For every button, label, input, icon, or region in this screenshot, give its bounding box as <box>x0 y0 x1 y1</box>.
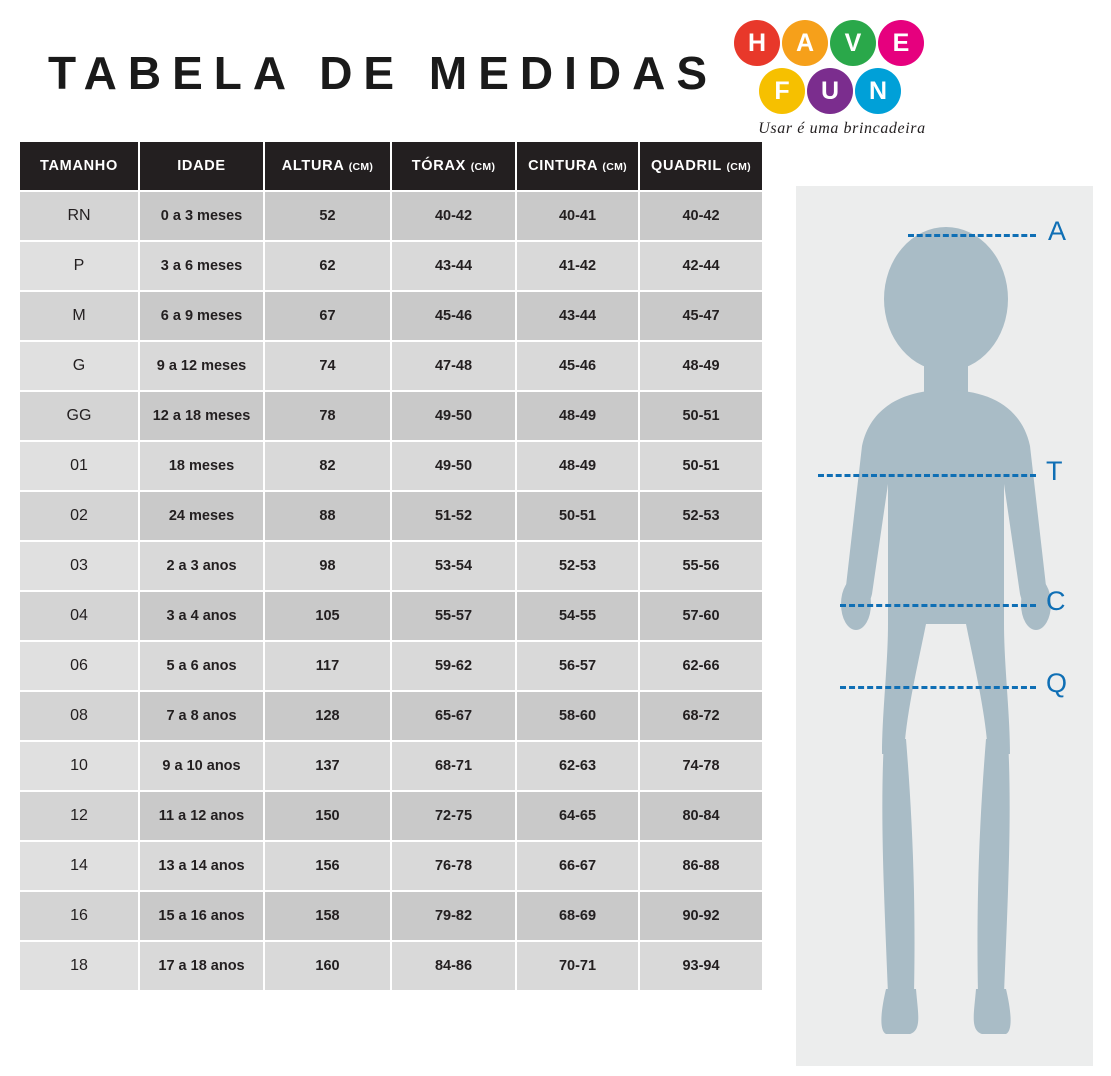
cell-idade: 24 meses <box>140 492 263 540</box>
table-row <box>20 442 762 490</box>
cell-idade: 9 a 10 anos <box>140 742 263 790</box>
table-row <box>20 942 762 990</box>
column-header-torax <box>392 142 515 190</box>
logo-bubble: E <box>878 20 924 66</box>
cell-idade: 3 a 4 anos <box>140 592 263 640</box>
column-header-altura <box>265 142 390 190</box>
cell-tamanho: G <box>20 342 138 390</box>
cell-torax: 43-44 <box>392 242 515 290</box>
column-header-label: IDADE <box>177 158 226 174</box>
cell-cintura: 50-51 <box>517 492 638 540</box>
column-header-cintura <box>517 142 638 190</box>
cell-torax: 84-86 <box>392 942 515 990</box>
size-chart-table <box>18 140 764 992</box>
column-header-label: CINTURA <box>528 158 598 174</box>
cell-quadril: 42-44 <box>640 242 762 290</box>
cell-tamanho: 01 <box>20 442 138 490</box>
column-header-idade <box>140 142 263 190</box>
cell-tamanho: GG <box>20 392 138 440</box>
cell-altura: 52 <box>265 192 390 240</box>
cell-idade: 11 a 12 anos <box>140 792 263 840</box>
cell-cintura: 66-67 <box>517 842 638 890</box>
page-header <box>0 0 1111 140</box>
cell-cintura: 70-71 <box>517 942 638 990</box>
logo-bubble: A <box>782 20 828 66</box>
cell-quadril: 93-94 <box>640 942 762 990</box>
measure-line-altura <box>908 234 1036 237</box>
logo-bubble: V <box>830 20 876 66</box>
child-body-silhouette-icon <box>806 194 1086 1064</box>
cell-altura: 105 <box>265 592 390 640</box>
cell-torax: 59-62 <box>392 642 515 690</box>
cell-altura: 88 <box>265 492 390 540</box>
logo-bubble: U <box>807 68 853 114</box>
brand-logo <box>724 16 954 136</box>
column-header-label: TAMANHO <box>40 158 118 174</box>
cell-tamanho: RN <box>20 192 138 240</box>
cell-cintura: 41-42 <box>517 242 638 290</box>
column-header-unit: (CM) <box>348 161 374 173</box>
cell-quadril: 55-56 <box>640 542 762 590</box>
table-row <box>20 892 762 940</box>
cell-cintura: 52-53 <box>517 542 638 590</box>
cell-idade: 2 a 3 anos <box>140 542 263 590</box>
logo-bubble: N <box>855 68 901 114</box>
table-row <box>20 642 762 690</box>
cell-quadril: 50-51 <box>640 442 762 490</box>
table-row <box>20 792 762 840</box>
cell-idade: 6 a 9 meses <box>140 292 263 340</box>
measure-label-torax: T <box>1046 456 1063 486</box>
cell-altura: 150 <box>265 792 390 840</box>
column-header-unit: (CM) <box>726 161 751 173</box>
cell-tamanho: 02 <box>20 492 138 540</box>
cell-tamanho: P <box>20 242 138 290</box>
cell-tamanho: 16 <box>20 892 138 940</box>
cell-quadril: 45-47 <box>640 292 762 340</box>
cell-cintura: 43-44 <box>517 292 638 340</box>
cell-quadril: 74-78 <box>640 742 762 790</box>
column-header-unit: (CM) <box>602 161 627 173</box>
logo-tagline: Usar é uma brincadeira <box>758 120 926 137</box>
cell-altura: 137 <box>265 742 390 790</box>
table-row <box>20 392 762 440</box>
cell-cintura: 48-49 <box>517 392 638 440</box>
cell-tamanho: 12 <box>20 792 138 840</box>
cell-altura: 117 <box>265 642 390 690</box>
cell-tamanho: 04 <box>20 592 138 640</box>
cell-quadril: 40-42 <box>640 192 762 240</box>
content-area <box>0 140 1111 1066</box>
logo-bubble: H <box>734 20 780 66</box>
cell-tamanho: 14 <box>20 842 138 890</box>
cell-cintura: 48-49 <box>517 442 638 490</box>
cell-torax: 79-82 <box>392 892 515 940</box>
measure-line-quadril <box>840 686 1036 689</box>
page-title: TABELA DE MEDIDAS <box>48 47 718 99</box>
table-row <box>20 842 762 890</box>
cell-cintura: 56-57 <box>517 642 638 690</box>
column-header-label: TÓRAX <box>411 158 466 174</box>
cell-torax: 76-78 <box>392 842 515 890</box>
cell-quadril: 50-51 <box>640 392 762 440</box>
cell-quadril: 68-72 <box>640 692 762 740</box>
column-header-tamanho <box>20 142 138 190</box>
cell-tamanho: M <box>20 292 138 340</box>
cell-altura: 62 <box>265 242 390 290</box>
cell-torax: 51-52 <box>392 492 515 540</box>
cell-tamanho: 06 <box>20 642 138 690</box>
table-row <box>20 192 762 240</box>
cell-quadril: 57-60 <box>640 592 762 640</box>
measure-line-cintura <box>840 604 1036 607</box>
cell-cintura: 68-69 <box>517 892 638 940</box>
table-row <box>20 592 762 640</box>
cell-cintura: 64-65 <box>517 792 638 840</box>
measure-label-altura: A <box>1048 216 1067 246</box>
cell-torax: 72-75 <box>392 792 515 840</box>
table-row <box>20 242 762 290</box>
cell-tamanho: 08 <box>20 692 138 740</box>
logo-row-fun <box>759 68 903 114</box>
logo-bubble: F <box>759 68 805 114</box>
cell-altura: 158 <box>265 892 390 940</box>
cell-idade: 7 a 8 anos <box>140 692 263 740</box>
cell-cintura: 58-60 <box>517 692 638 740</box>
cell-torax: 53-54 <box>392 542 515 590</box>
cell-quadril: 90-92 <box>640 892 762 940</box>
table-row <box>20 742 762 790</box>
cell-idade: 5 a 6 anos <box>140 642 263 690</box>
body-figure-panel <box>796 186 1093 1066</box>
cell-quadril: 86-88 <box>640 842 762 890</box>
cell-altura: 156 <box>265 842 390 890</box>
cell-torax: 40-42 <box>392 192 515 240</box>
cell-quadril: 52-53 <box>640 492 762 540</box>
table-row <box>20 692 762 740</box>
measure-label-cintura: C <box>1046 586 1066 616</box>
cell-quadril: 80-84 <box>640 792 762 840</box>
measure-label-quadril: Q <box>1046 668 1068 698</box>
cell-altura: 98 <box>265 542 390 590</box>
cell-altura: 67 <box>265 292 390 340</box>
cell-torax: 47-48 <box>392 342 515 390</box>
cell-idade: 3 a 6 meses <box>140 242 263 290</box>
table-row <box>20 542 762 590</box>
column-header-unit: (CM) <box>470 161 496 173</box>
column-header-quadril <box>640 142 762 190</box>
cell-torax: 49-50 <box>392 392 515 440</box>
cell-torax: 55-57 <box>392 592 515 640</box>
cell-quadril: 48-49 <box>640 342 762 390</box>
cell-torax: 49-50 <box>392 442 515 490</box>
cell-quadril: 62-66 <box>640 642 762 690</box>
cell-altura: 128 <box>265 692 390 740</box>
cell-cintura: 40-41 <box>517 192 638 240</box>
cell-torax: 45-46 <box>392 292 515 340</box>
cell-cintura: 45-46 <box>517 342 638 390</box>
cell-altura: 78 <box>265 392 390 440</box>
cell-altura: 74 <box>265 342 390 390</box>
cell-altura: 82 <box>265 442 390 490</box>
logo-row-have <box>734 20 926 66</box>
cell-idade: 18 meses <box>140 442 263 490</box>
cell-cintura: 62-63 <box>517 742 638 790</box>
measure-line-torax <box>818 474 1036 477</box>
cell-idade: 17 a 18 anos <box>140 942 263 990</box>
cell-idade: 12 a 18 meses <box>140 392 263 440</box>
table-row <box>20 292 762 340</box>
cell-torax: 68-71 <box>392 742 515 790</box>
cell-cintura: 54-55 <box>517 592 638 640</box>
cell-idade: 0 a 3 meses <box>140 192 263 240</box>
table-header-row <box>20 142 762 190</box>
cell-idade: 13 a 14 anos <box>140 842 263 890</box>
cell-idade: 9 a 12 meses <box>140 342 263 390</box>
cell-altura: 160 <box>265 942 390 990</box>
cell-tamanho: 18 <box>20 942 138 990</box>
table-row <box>20 342 762 390</box>
cell-tamanho: 03 <box>20 542 138 590</box>
column-header-label: QUADRIL <box>651 158 722 174</box>
table-row <box>20 492 762 540</box>
cell-tamanho: 10 <box>20 742 138 790</box>
column-header-label: ALTURA <box>281 158 344 174</box>
cell-torax: 65-67 <box>392 692 515 740</box>
cell-idade: 15 a 16 anos <box>140 892 263 940</box>
